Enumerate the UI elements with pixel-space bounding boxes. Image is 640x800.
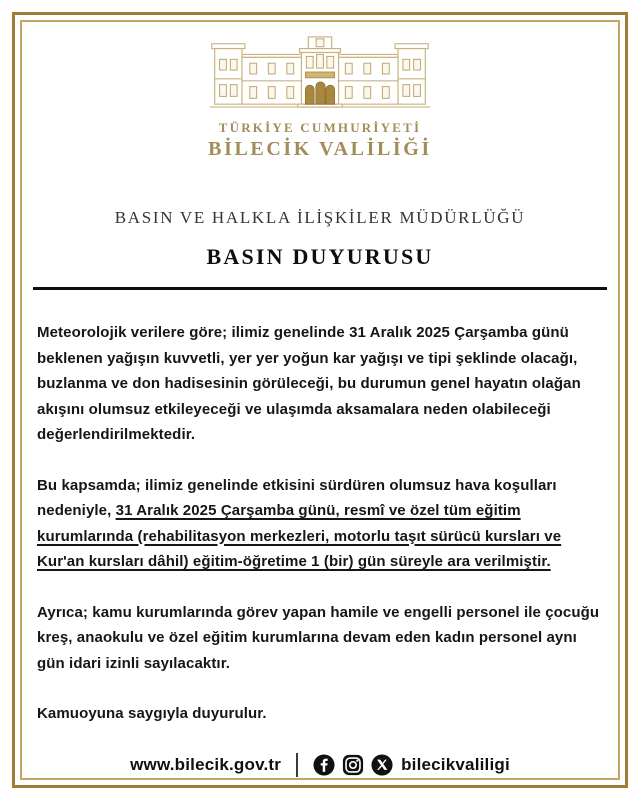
paragraph-weather: Meteorolojik verilere göre; ilimiz genelinde 31 Aralık 2025 Çarşamba günü beklenen yağışın kuvvetli, yer yer yoğun kar yağışı ve tipi şeklinde olacağı, buzlanma ve don hadisesinin görüleceği, bu durumun genel hayatın olağan akışını olumsuz etkileyeceği ve ulaşımda aksamalara neden olabileceği değerlendirilmektedir.	[37, 324, 581, 443]
social-icons	[313, 754, 393, 776]
footer-divider	[296, 753, 298, 777]
paragraph-decision	[37, 473, 604, 575]
department-heading: BASIN VE HALKLA İLİŞKİLER MÜDÜRLÜĞÜ	[114, 208, 526, 227]
paragraph-personnel: Ayrıca; kamu kurumlarında görev yapan hamile ve engelli personel ile çocuğu kreş, anaokulu ve özel eğitim kurumlarına devam eden kadın personel aynı gün idari izinli sayılacaktır.	[37, 603, 600, 672]
paragraph-decision-prefix: Bu kapsamda; ilimiz genelinde etkisini sürdüren olumsuz hava koşulları nedeniyle,	[37, 476, 557, 519]
announcement-title: BASIN DUYURUSU	[206, 244, 434, 269]
republic-title: TÜRKİYE CUMHURİYETİ	[218, 120, 422, 135]
paragraph-decision-underlined: 31 Aralık 2025 Çarşamba günü, resmî ve özel tüm eğitim kurumlarında (rehabilitasyon merkezleri, motorlu taşıt sürücü kursları ve Kur'an kursları dâhil) eğitim-öğretime 1 (bir) gün süreyle ara verilmiştir.	[37, 502, 562, 570]
facebook-icon	[313, 754, 335, 776]
website-url: www.bilecik.gov.tr	[130, 755, 282, 774]
government-building-icon	[206, 33, 434, 111]
closing-line: Kamuoyuna saygıyla duyurulur.	[37, 705, 267, 722]
governorship-title: BİLECİK VALİLİĞİ	[208, 138, 432, 160]
government-building-logo	[0, 33, 640, 161]
footer-bar	[0, 753, 640, 777]
social-handle: bilecikvaliligi	[401, 755, 510, 774]
instagram-icon	[342, 754, 364, 776]
title-divider-rule	[33, 287, 607, 290]
announcement-body	[0, 320, 640, 727]
x-icon	[371, 754, 393, 776]
